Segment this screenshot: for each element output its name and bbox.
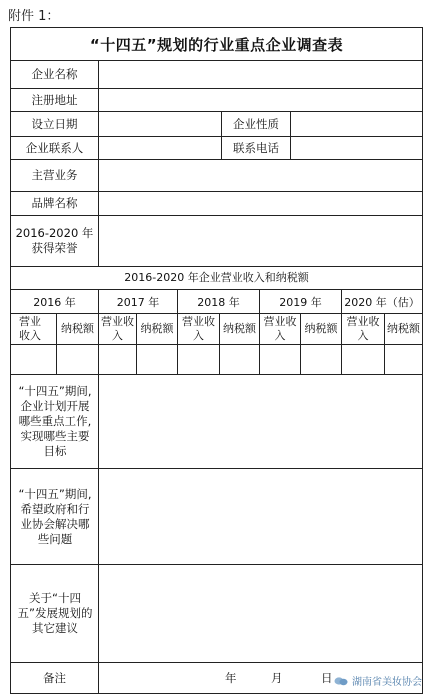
row-company-name <box>11 61 422 89</box>
title-row <box>11 28 422 61</box>
input-company-type[interactable] <box>290 112 422 136</box>
year-2016: 2016 年 <box>33 295 76 309</box>
label-brand: 品牌名称 <box>31 196 78 210</box>
label-main-business: 主营业务 <box>31 168 78 182</box>
row-question-3 <box>11 565 422 663</box>
wechat-icon <box>334 676 348 686</box>
input-honors[interactable] <box>98 216 422 266</box>
value-tax-2020[interactable] <box>384 345 422 374</box>
year-2020: 2020 年（估） <box>341 290 422 313</box>
form-title: “十四五”规划的行业重点企业调查表 <box>89 35 344 54</box>
row-subheaders <box>11 314 422 345</box>
input-phone[interactable] <box>290 137 422 159</box>
sub-revenue-2018: 营业收入 <box>177 314 219 344</box>
input-main-business[interactable] <box>98 160 422 191</box>
remarks-day: 日 <box>321 670 333 685</box>
sub-tax-2018: 纳税额 <box>219 314 259 344</box>
sub-tax-2020: 纳税额 <box>384 314 422 344</box>
input-question-3[interactable] <box>98 565 422 662</box>
sub-tax-2017: 纳税额 <box>136 314 177 344</box>
label-remarks: 备注 <box>43 670 66 685</box>
label-question-2: “十四五”期间,希望政府和行业协会解决哪些问题 <box>18 486 92 546</box>
input-question-2[interactable] <box>98 469 422 564</box>
sub-tax-2019: 纳税额 <box>300 314 341 344</box>
row-est-date <box>11 112 422 137</box>
value-revenue-2020[interactable] <box>341 345 384 374</box>
remarks-year: 年 <box>225 670 237 685</box>
row-honors <box>11 216 422 267</box>
sub-revenue-2017: 营业收入 <box>98 314 136 344</box>
row-revenue-heading <box>11 267 422 290</box>
input-est-date[interactable] <box>98 112 221 136</box>
row-question-1 <box>11 375 422 469</box>
input-reg-address[interactable] <box>98 89 422 111</box>
value-revenue-2018[interactable] <box>177 345 219 374</box>
row-contact <box>11 137 422 160</box>
value-revenue-2016[interactable] <box>11 345 56 374</box>
value-tax-2017[interactable] <box>136 345 177 374</box>
watermark <box>334 673 422 688</box>
label-est-date: 设立日期 <box>31 116 78 131</box>
label-question-1: “十四五”期间,企业计划开展哪些重点工作,实现哪些主要目标 <box>18 384 92 458</box>
label-phone: 联系电话 <box>221 137 290 159</box>
value-tax-2019[interactable] <box>300 345 341 374</box>
sub-revenue-2019: 营业收入 <box>259 314 300 344</box>
label-contact: 企业联系人 <box>25 140 84 155</box>
row-reg-address <box>11 89 422 112</box>
row-years <box>11 290 422 314</box>
year-2018: 2018 年 <box>177 290 259 313</box>
remarks-month: 月 <box>271 670 283 685</box>
input-brand[interactable] <box>98 192 422 215</box>
survey-form <box>10 27 423 694</box>
input-company-name[interactable] <box>98 61 422 88</box>
input-contact[interactable] <box>98 137 221 159</box>
year-2017: 2017 年 <box>98 290 177 313</box>
label-question-3: 关于“十四五”发展规划的其它建议 <box>17 591 93 635</box>
sub-tax-2016: 纳税额 <box>56 314 98 344</box>
row-brand <box>11 192 422 216</box>
row-main-business <box>11 160 422 192</box>
sub-revenue-2020: 营业收入 <box>341 314 384 344</box>
revenue-heading: 2016-2020 年企业营业收入和纳税额 <box>124 271 309 284</box>
input-question-1[interactable] <box>98 375 422 468</box>
label-company-name: 企业名称 <box>31 67 78 81</box>
value-tax-2018[interactable] <box>219 345 259 374</box>
sub-revenue-2016: 营业收入 <box>19 315 41 342</box>
attachment-label: 附件 1： <box>8 9 60 24</box>
label-company-type: 企业性质 <box>221 112 290 136</box>
watermark-text: 湖南省美妆协会 <box>352 677 422 688</box>
value-revenue-2017[interactable] <box>98 345 136 374</box>
value-tax-2016[interactable] <box>56 345 98 374</box>
label-reg-address: 注册地址 <box>31 92 78 107</box>
value-revenue-2019[interactable] <box>259 345 300 374</box>
year-2019: 2019 年 <box>259 290 341 313</box>
row-values <box>11 345 422 375</box>
label-honors: 2016-2020 年获得荣誉 <box>15 226 94 255</box>
row-question-2 <box>11 469 422 565</box>
